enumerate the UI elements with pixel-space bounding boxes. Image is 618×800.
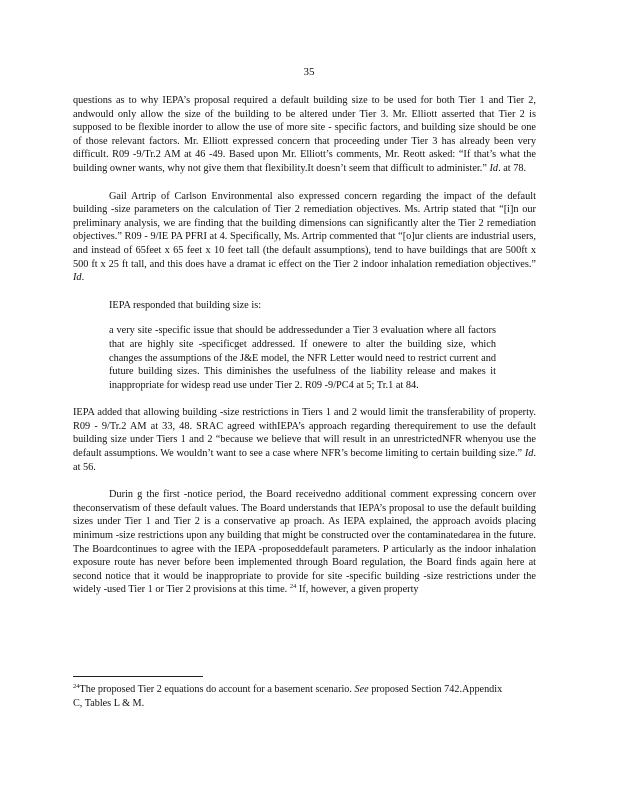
paragraph-2-pin: .: [81, 272, 85, 284]
page-number: 35: [303, 66, 315, 78]
paragraph-4: [73, 406, 536, 474]
paragraph-1-text: questions as to why IEPA’s proposal required a default building size to be used for both Tier 1 and Tier 2, andwould only allow the size of the building to be altered under Tier 3. Mr. Elliott asserted that Tier 2 is supposed to be flexible inorder to allow the use of more site - specific factors, and building size should be one of those relevant factors. Mr. Elliott expressed concern that proceeding under Tier 3 has already been very difficult. R09 -9/Tr.2 AM at 46 -49. Based upon Mr. Elliott’s comments, Mr. Reott asked: “If that’s what the building owner wants, why not give them that flexibility.It doesn’t seem that difficult to administer.”: [73, 95, 536, 174]
paragraph-1-pin: . at 78.: [498, 162, 527, 174]
footnote-text-tail: proposed Section 742.Appendix C, Tables L & M.: [73, 684, 503, 709]
paragraph-5-tail: If, however, a given property: [296, 584, 419, 596]
citation-id: Id: [524, 448, 534, 460]
footnote-marker: 24: [73, 683, 80, 690]
footnote-reference[interactable]: 24: [289, 583, 297, 591]
paragraph-4-text: IEPA added that allowing building -size restrictions in Tiers 1 and 2 would limit the transferability of property. R09 - 9/Tr.2 AM at 33, 48. SRAC agreed withIEPA’s approach regarding therequirement to use the default building size under Tiers 1 and 2 “because we believe that will result in an unrestrictedNFR whenyou use the default assumptions. We wouldn’t want to see a case where NFR’s become limiting to certain building size.”: [73, 407, 536, 460]
footnote-text: The proposed Tier 2 equations do account for a basement scenario.: [79, 684, 352, 695]
paragraph-1: [73, 94, 536, 176]
citation-id: Id: [73, 272, 82, 284]
paragraph-5-text: Durin g the first -notice period, the Board receivedno additional comment expressing concern over theconservatism of these default values. The Board understands that IEPA’s proposal to use the default building sizes under Tier 1 and Tier 2 is a conservative ap proach. As IEPA explained, the approach avoids placing minimum -size restrictions upon any building that might be constructed over the contaminatedarea in the future. The Boardcontinues to agree with the IEPA -proposeddefault parameters. P articularly as the indoor inhalation exposure route has never before been implemented through Board regulation, the Board finds again here at second notice that it would be inappropriate to provide for site -specific building -size restrictions under the widely -used Tier 1 or Tier 2 provisions at this time.: [73, 489, 536, 596]
citation-id: Id: [489, 162, 499, 174]
footnote-24: [73, 683, 513, 711]
document-body: [73, 94, 536, 611]
paragraph-4-pin: . at 56.: [73, 448, 536, 473]
paragraph-5: [73, 488, 536, 597]
block-quote: a very site -specific issue that should be addressedunder a Tier 3 evaluation where all factors that are highly site -specificget addressed. If onewere to alter the building size, which changes the assumptions of the J&E model, the NFR Letter would need to restrict current and future building sizes. This diminishes the usefulness of the liability release and makes it inappropriate for widesp read use under Tier 2. R09 -9/PC4 at 5; Tr.1 at 84.: [109, 325, 496, 391]
quote-intro: IEPA responded that building size is:: [109, 299, 262, 311]
paragraph-2-text: Gail Artrip of Carlson Environmental also expressed concern regarding the impact of the default building -size parameters on the calculation of Tier 2 remediation objectives. Ms. Artrip stated that “[i]n our preliminary analysis, we are finding that the building dimensions can significantly alter the Tier 2 remediation objectives.” R09 - 9/IE PA PFRI at 4. Specifically, Ms. Artrip commented that “[o]ur clients are industrial users, and instead of 65feet x 65 feet x 10 feet tall (the default assumptions), tend to have buildings that are 500ft x 500 ft x 25 ft tall, and this does have a dramat ic effect on the Tier 2 indoor inhalation remediation objectives.”: [73, 190, 536, 270]
paragraph-2: [73, 190, 536, 285]
footnote-divider: [73, 676, 203, 677]
footnote-see: See: [354, 684, 369, 695]
